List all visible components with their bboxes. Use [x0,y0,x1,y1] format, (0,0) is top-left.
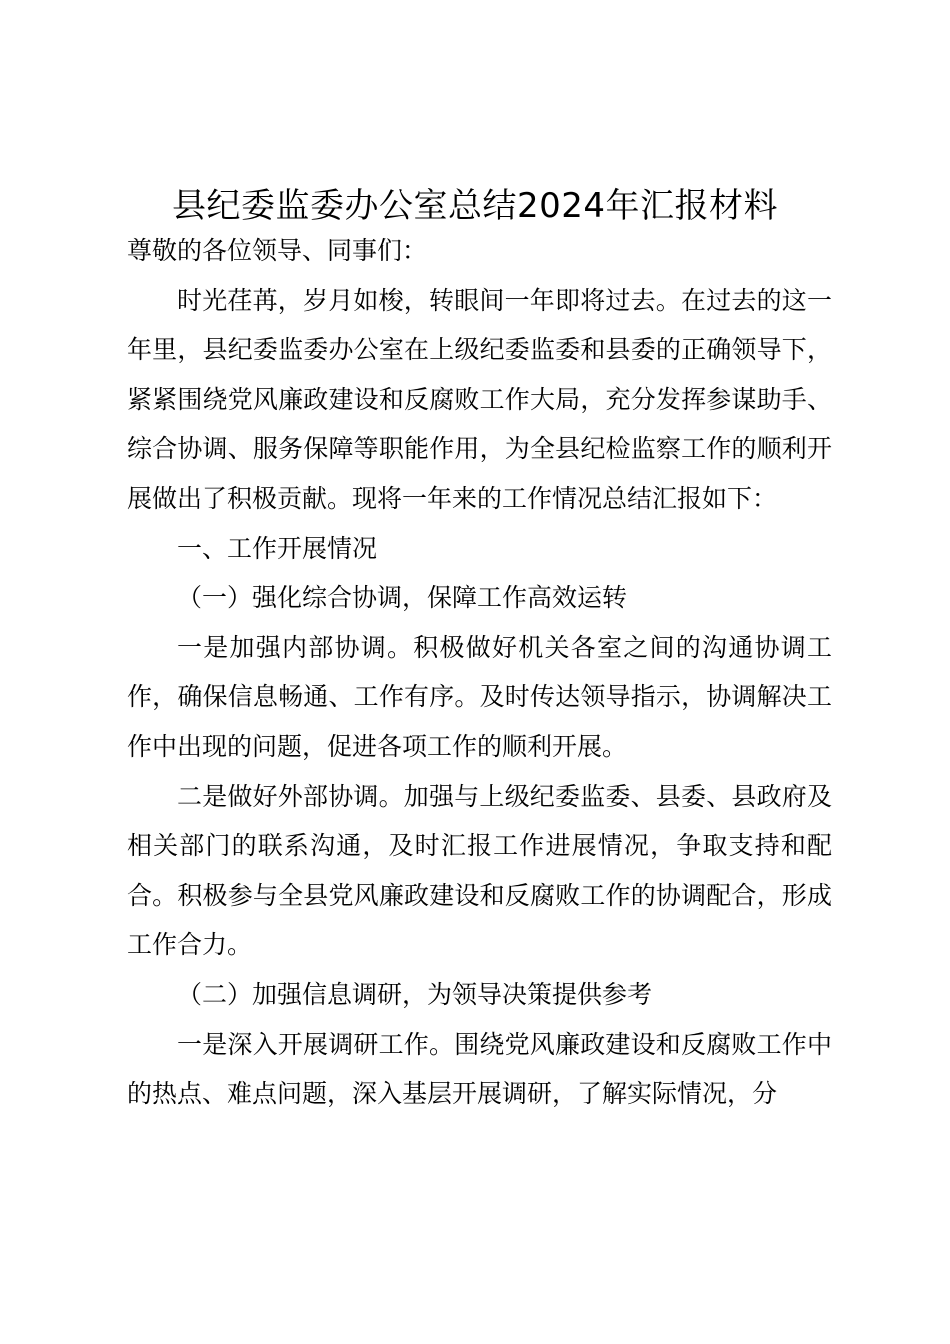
paragraph: 一是加强内部协调。积极做好机关各室之间的沟通协调工作，确保信息畅通、工作有序。及时传达领导指示，协调解决工作中出现的问题，促进各项工作的顺利开展。 [127,632,832,761]
document-body [127,226,832,1119]
subsection-heading: （一）强化综合协调，保障工作高效运转 [177,583,628,613]
section-heading: 一、工作开展情况 [177,533,378,563]
paragraph: 二是做好外部协调。加强与上级纪委监委、县委、县政府及相关部门的联系沟通，及时汇报工作进展情况，争取支持和配合。积极参与全县党风廉政建设和反腐败工作的协调配合，形成工作合力。 [127,781,832,960]
subsection-heading: （二）加强信息调研，为领导决策提供参考 [177,979,653,1009]
salutation: 尊敬的各位领导、同事们： [127,236,428,265]
paragraph-intro: 时光荏苒，岁月如梭，转眼间一年即将过去。在过去的这一年里，县纪委监委办公室在上级纪委监委和县委的正确领导下，紧紧围绕党风廉政建设和反腐败工作大局，充分发挥参谋助手、综合协调、服务保障等职能作用，为全县纪检监察工作的顺利开展做出了积极贡献。现将一年来的工作情况总结汇报如下： [127,285,832,513]
document-title: 县纪委监委办公室总结2024年汇报材料 [171,186,779,226]
paragraph: 一是深入开展调研工作。围绕党风廉政建设和反腐败工作中的热点、难点问题，深入基层开展调研，了解实际情况，分 [127,1029,832,1109]
